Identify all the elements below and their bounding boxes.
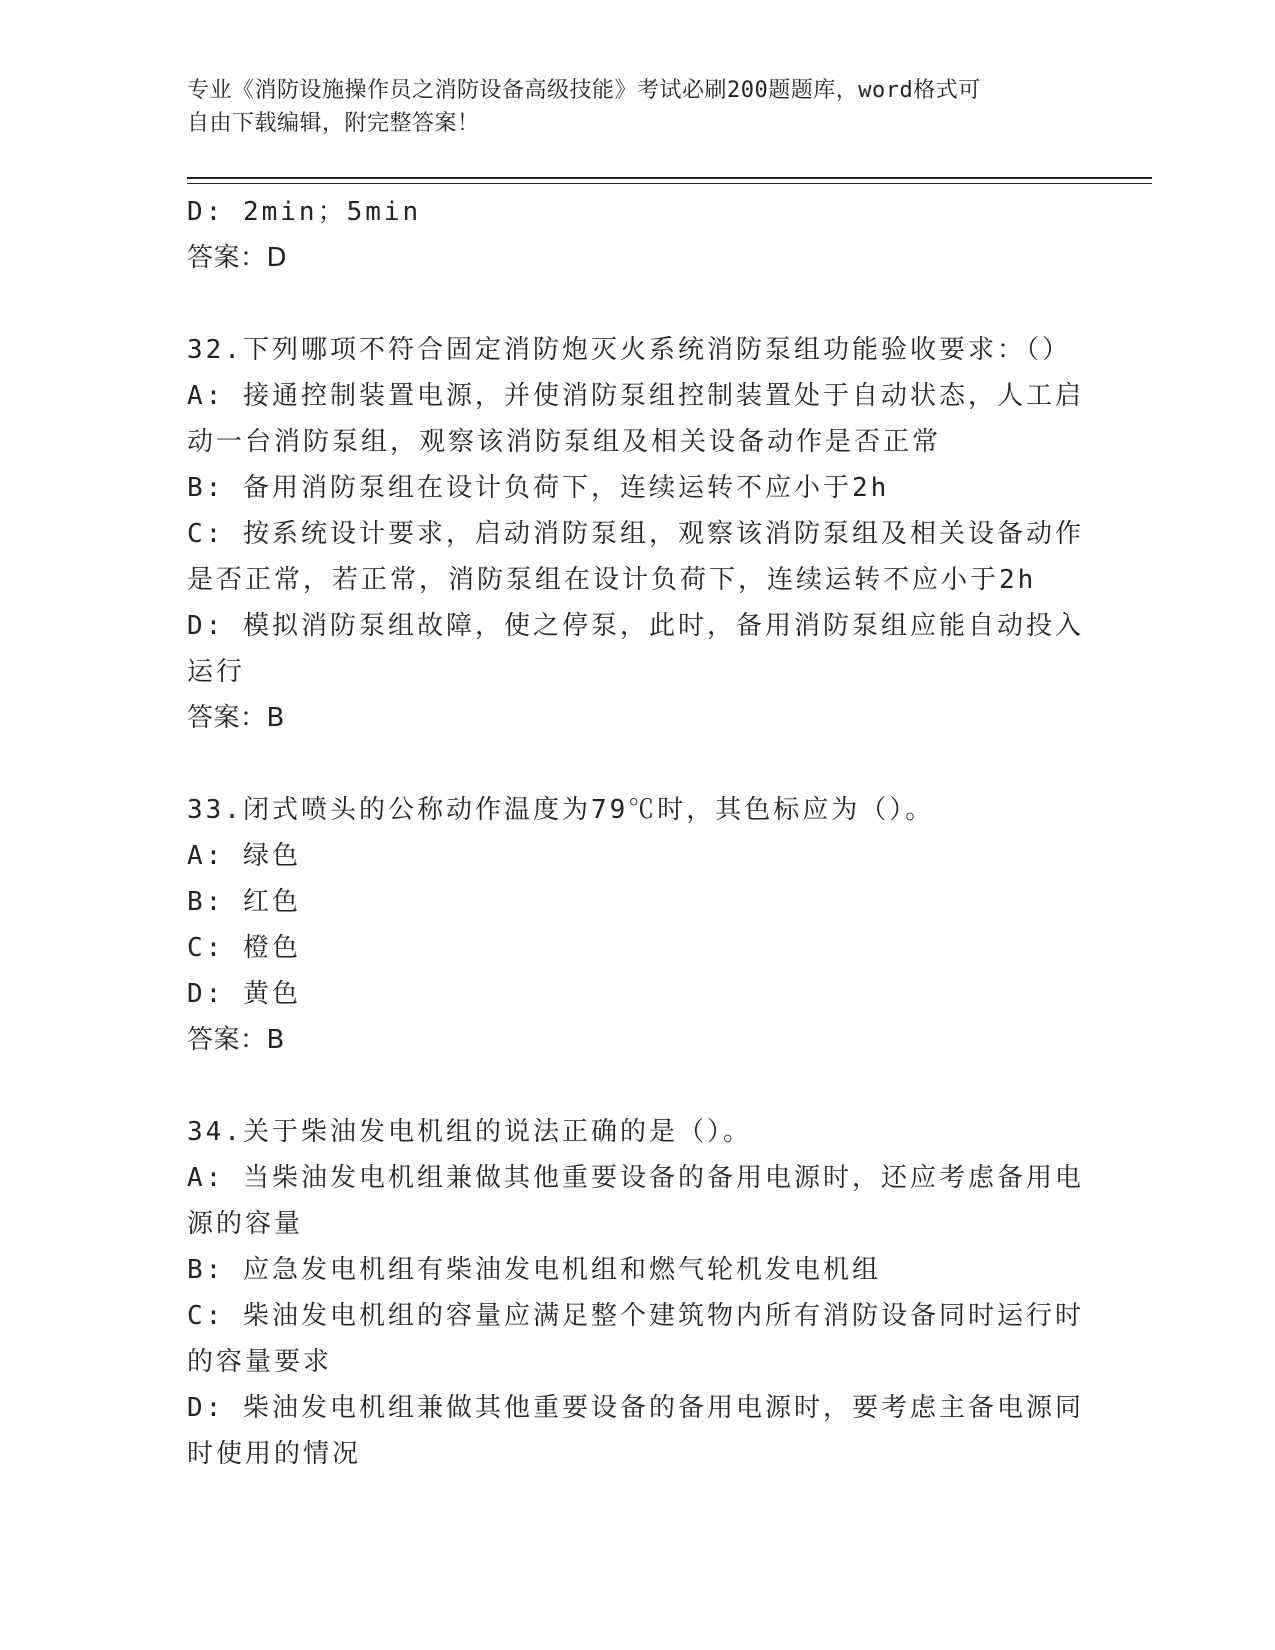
q33-option-b: B: 红色 bbox=[187, 887, 301, 917]
prev-option-d: D: 2min；5min bbox=[187, 197, 422, 227]
page-header bbox=[187, 74, 1067, 140]
q34-option-d-cont: 时使用的情况 bbox=[187, 1439, 362, 1469]
q32-answer: 答案：B bbox=[187, 703, 285, 733]
q32-option-c-cont: 是否正常，若正常，消防泵组在设计负荷下，连续运转不应小于2h bbox=[187, 565, 1037, 595]
q33-option-d: D: 黄色 bbox=[187, 979, 301, 1009]
q32-stem: 32.下列哪项不符合固定消防炮灭火系统消防泵组功能验收要求：（） bbox=[187, 335, 1071, 365]
q32-option-d-cont: 运行 bbox=[187, 657, 246, 687]
q34-option-a-cont: 源的容量 bbox=[187, 1209, 304, 1239]
question-content bbox=[187, 189, 1087, 1477]
q33-option-c: C: 橙色 bbox=[187, 933, 301, 963]
q33-answer: 答案：B bbox=[187, 1025, 285, 1055]
q33-option-a: A: 绿色 bbox=[187, 841, 301, 871]
header-rule-thick bbox=[187, 177, 1152, 179]
q32-option-a: A: 接通控制装置电源，并使消防泵组控制装置处于自动状态，人工启 bbox=[187, 381, 1084, 411]
q34-option-b: B: 应急发电机组有柴油发电机组和燃气轮机发电机组 bbox=[187, 1255, 881, 1285]
header-line-2: 自由下载编辑，附完整答案！ bbox=[187, 111, 480, 136]
q34-option-c-cont: 的容量要求 bbox=[187, 1347, 333, 1377]
q32-option-c: C: 按系统设计要求，启动消防泵组，观察该消防泵组及相关设备动作 bbox=[187, 519, 1084, 549]
q32-option-d: D: 模拟消防泵组故障，使之停泵，此时，备用消防泵组应能自动投入 bbox=[187, 611, 1084, 641]
q32-option-b: B: 备用消防泵组在设计负荷下，连续运转不应小于2h bbox=[187, 473, 890, 503]
q34-stem: 34.关于柴油发电机组的说法正确的是（）。 bbox=[187, 1117, 752, 1147]
spacer bbox=[187, 741, 1087, 787]
header-rule-thin bbox=[187, 183, 1152, 184]
spacer bbox=[187, 281, 1087, 327]
q33-stem: 33.闭式喷头的公称动作温度为79℃时，其色标应为（）。 bbox=[187, 795, 935, 825]
header-line-1: 专业《消防设施操作员之消防设备高级技能》考试必刷200题题库，word格式可 bbox=[187, 78, 981, 103]
q34-option-d: D: 柴油发电机组兼做其他重要设备的备用电源时，要考虑主备电源同 bbox=[187, 1393, 1084, 1423]
q34-option-c: C: 柴油发电机组的容量应满足整个建筑物内所有消防设备同时运行时 bbox=[187, 1301, 1084, 1331]
q32-option-a-cont: 动一台消防泵组，观察该消防泵组及相关设备动作是否正常 bbox=[187, 427, 942, 457]
q34-option-a: A: 当柴油发电机组兼做其他重要设备的备用电源时，还应考虑备用电 bbox=[187, 1163, 1084, 1193]
prev-answer: 答案：D bbox=[187, 243, 288, 273]
spacer bbox=[187, 1063, 1087, 1109]
